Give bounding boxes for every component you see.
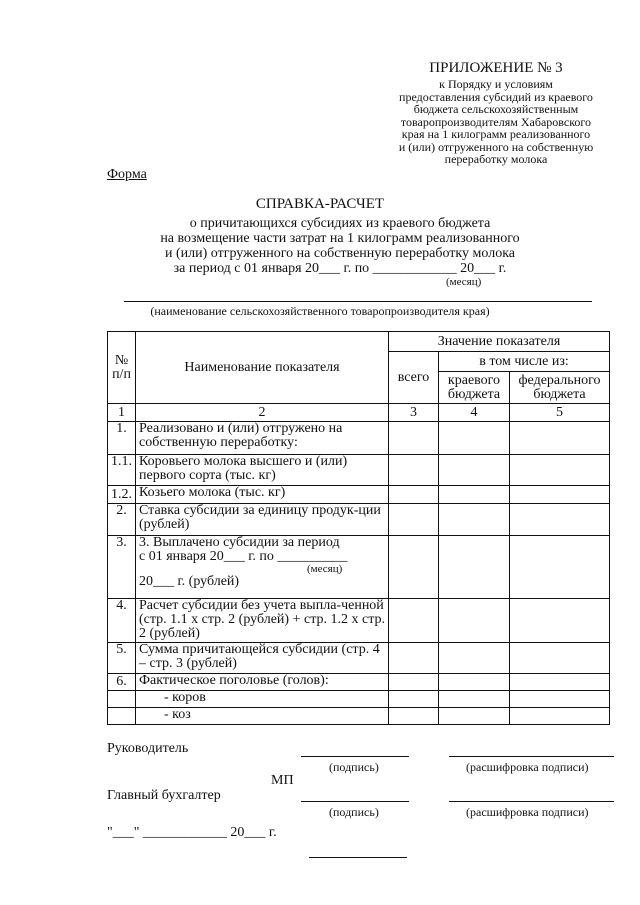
appendix-line: переработку молока xyxy=(444,152,548,166)
cell-federal[interactable] xyxy=(510,599,610,643)
table-row xyxy=(108,599,610,643)
appendix-line: предоставления субсидий из краевого xyxy=(399,89,593,104)
cell-total[interactable] xyxy=(389,422,439,455)
cell-total[interactable] xyxy=(389,536,439,599)
appendix-line: края на 1 килограмм реализованного xyxy=(401,127,591,141)
decode-hint: (расшифровка подписи) xyxy=(466,760,589,774)
row-name: Ставка субсидии за единицу продук-ции (рублей) xyxy=(136,504,389,536)
row-name: Фактическое поголовье (голов): xyxy=(136,674,389,691)
table-row xyxy=(108,536,610,599)
head-label: Руководитель xyxy=(107,741,189,756)
subtitle-line: о причитающихся субсидиях из краевого бюджета xyxy=(189,216,491,231)
appendix-title: ПРИЛОЖЕНИЕ № 3 xyxy=(429,60,563,76)
header-total: всего xyxy=(389,352,439,404)
cell-regional[interactable] xyxy=(439,691,510,708)
table-row xyxy=(108,455,610,486)
appendix-line: и (или) отгруженного на собственную xyxy=(398,139,594,154)
cell-total[interactable] xyxy=(389,455,439,486)
appendix-line: бюджета сельскохозяйственным xyxy=(413,102,579,116)
table-row xyxy=(108,691,610,708)
cell-total[interactable] xyxy=(389,691,439,708)
accountant-decode-line[interactable] xyxy=(449,801,614,802)
table-row xyxy=(108,422,610,455)
accountant-signature-line[interactable] xyxy=(301,801,409,802)
table-row xyxy=(108,674,610,691)
row-num: 1.1. xyxy=(108,455,136,486)
cell-regional[interactable] xyxy=(439,455,510,486)
header-num: № п/п xyxy=(108,332,136,404)
bottom-line xyxy=(309,857,407,858)
cell-federal[interactable] xyxy=(510,708,610,725)
header-federal: федерального бюджета xyxy=(510,372,610,404)
row-name: Козьего молока (тыс. кг) xyxy=(136,486,389,504)
subtitle-line: и (или) отгруженного на собственную переработку молока xyxy=(165,246,515,261)
table-row xyxy=(108,504,610,536)
col-number: 3 xyxy=(389,404,439,422)
document-subtitle xyxy=(150,216,530,276)
row-name: Расчет субсидии без учета выпла-ченной (стр. 1.1 x стр. 2 (рублей) + стр. 1.2 x стр. 2 (рублей) xyxy=(136,599,389,643)
month-hint: (месяц) xyxy=(446,276,482,288)
row-name: Реализовано и (или) отгружено на собственную переработку: xyxy=(136,422,389,455)
col-number: 4 xyxy=(439,404,510,422)
col-number: 2 xyxy=(136,404,389,422)
calculation-table xyxy=(107,331,610,725)
decode-hint: (расшифровка подписи) xyxy=(466,805,589,819)
cell-regional[interactable] xyxy=(439,536,510,599)
row-name-line: 20___ г. (рублей) xyxy=(139,574,240,589)
header-name: Наименование показателя xyxy=(136,332,389,404)
row-num: 5. xyxy=(108,643,136,674)
row-name: Сумма причитающейся субсидии (стр. 4 – стр. 3 (рублей) xyxy=(136,643,389,674)
sign-hint: (подпись) xyxy=(329,760,379,774)
header-value: Значение показателя xyxy=(389,332,610,352)
row-num xyxy=(108,691,136,708)
row-month-hint: (месяц) xyxy=(307,563,343,575)
row-num: 6. xyxy=(108,674,136,691)
cell-total[interactable] xyxy=(389,504,439,536)
chief-accountant-label: Главный бухгалтер xyxy=(107,788,221,803)
row-num: 4. xyxy=(108,599,136,643)
cell-regional[interactable] xyxy=(439,674,510,691)
row-num xyxy=(108,708,136,725)
org-name-hint: (наименование сельскохозяйственного товаропроизводителя края) xyxy=(150,304,490,318)
form-label: Форма xyxy=(107,167,147,182)
cell-federal[interactable] xyxy=(510,691,610,708)
row-name: Коровьего молока высшего и (или) первого сорта (тыс. кг) xyxy=(136,455,389,486)
cell-total[interactable] xyxy=(389,486,439,504)
cell-total[interactable] xyxy=(389,599,439,643)
col-number: 5 xyxy=(510,404,610,422)
row-name: - коров xyxy=(136,691,389,708)
document-title: СПРАВКА-РАСЧЕТ xyxy=(255,196,385,212)
head-decode-line[interactable] xyxy=(449,756,614,757)
cell-regional[interactable] xyxy=(439,504,510,536)
cell-total[interactable] xyxy=(389,643,439,674)
appendix-line: к Порядку и условиям xyxy=(439,77,553,91)
row-num: 3. xyxy=(108,536,136,599)
row-name xyxy=(136,536,389,599)
subtitle-line: на возмещение части затрат на 1 килограмм реализованного xyxy=(160,231,520,246)
row-num: 1.2. xyxy=(108,486,136,504)
sign-hint: (подпись) xyxy=(329,805,379,819)
row-name-line: с 01 января 20___ г. по __________ xyxy=(139,549,348,564)
row-num: 1. xyxy=(108,422,136,455)
row-name: - коз xyxy=(136,708,389,725)
cell-regional[interactable] xyxy=(439,708,510,725)
stamp-label: МП xyxy=(271,773,294,788)
cell-federal[interactable] xyxy=(510,455,610,486)
row-name-line: 3. Выплачено субсидии за период xyxy=(139,535,340,550)
cell-regional[interactable] xyxy=(439,486,510,504)
cell-federal[interactable] xyxy=(510,536,610,599)
cell-regional[interactable] xyxy=(439,599,510,643)
org-name-line xyxy=(124,301,592,302)
cell-federal[interactable] xyxy=(510,422,610,455)
cell-federal[interactable] xyxy=(510,486,610,504)
header-including: в том числе из: xyxy=(439,352,610,372)
table-row xyxy=(108,643,610,674)
cell-federal[interactable] xyxy=(510,674,610,691)
date-line: "___" ____________ 20___ г. xyxy=(107,825,277,840)
head-signature-line[interactable] xyxy=(301,756,409,757)
cell-total[interactable] xyxy=(389,674,439,691)
appendix-header xyxy=(380,60,612,166)
cell-regional[interactable] xyxy=(439,643,510,674)
header-regional: краевого бюджета xyxy=(439,372,510,404)
cell-total[interactable] xyxy=(389,708,439,725)
cell-federal[interactable] xyxy=(510,504,610,536)
cell-regional[interactable] xyxy=(439,422,510,455)
row-num: 2. xyxy=(108,504,136,536)
cell-federal[interactable] xyxy=(510,643,610,674)
table-row xyxy=(108,708,610,725)
col-number: 1 xyxy=(108,404,136,422)
appendix-line: товаропроизводителям Хабаровского xyxy=(400,114,592,129)
table-row xyxy=(108,486,610,504)
subtitle-line: за период с 01 января 20___ г. по ____________ 20___ г. xyxy=(173,261,507,276)
